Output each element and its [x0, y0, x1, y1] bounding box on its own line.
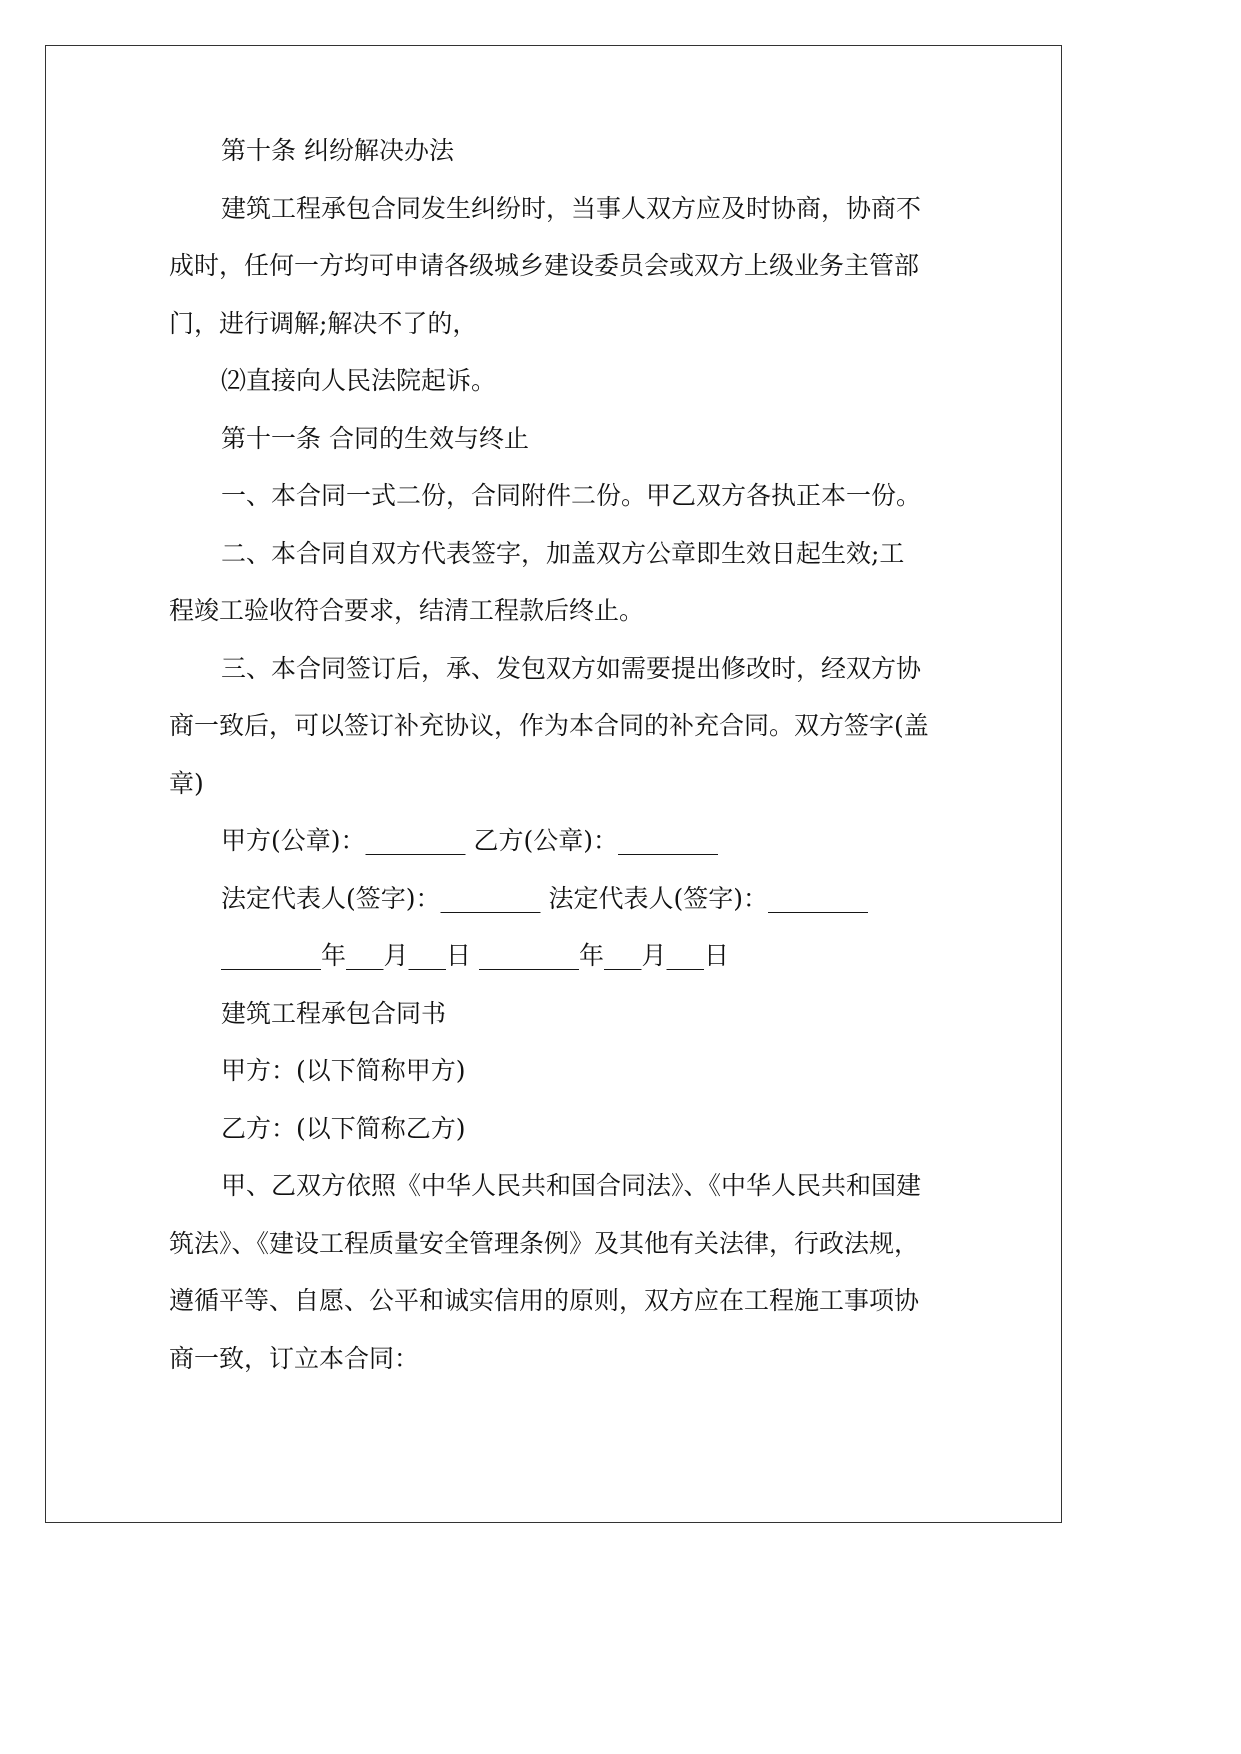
- paragraph-line: 遵循平等、自愿、公平和诚实信用的原则，双方应在工程施工事项协: [169, 1286, 920, 1315]
- paragraph-line: 甲、乙双方依照《中华人民共和国合同法》、《中华人民共和国建: [221, 1171, 922, 1200]
- clause-11-heading: 第十一条 合同的生效与终止: [221, 423, 529, 453]
- clause-10-heading: 第十条 纠纷解决办法: [221, 136, 454, 165]
- paragraph-line: 一、本合同一式二份，合同附件二份。甲乙双方各执正本一份。: [221, 481, 922, 510]
- date-line: ________年___月___日 ________年___月___日: [221, 941, 729, 970]
- paragraph-line: 二、本合同自双方代表签字，加盖双方公章即生效日起生效;工: [221, 538, 905, 568]
- party-a-line: 甲方：(以下简称甲方): [221, 1056, 466, 1085]
- paragraph-line: 商一致，订立本合同：: [169, 1343, 420, 1373]
- paragraph-line: 门，进行调解;解决不了的，: [169, 308, 478, 338]
- party-seal-line: 甲方(公章)：________ 乙方(公章)：________: [221, 826, 718, 855]
- document-body: [169, 136, 959, 1401]
- paragraph-line: 程竣工验收符合要求，结清工程款后终止。: [169, 596, 645, 625]
- paragraph-line: 建筑工程承包合同发生纠纷时，当事人双方应及时协商，协商不: [221, 193, 922, 223]
- paragraph-line: 筑法》、《建设工程质量安全管理条例》及其他有关法律，行政法规，: [169, 1228, 920, 1258]
- paragraph-line: ⑵直接向人民法院起诉。: [221, 366, 497, 395]
- paragraph-line: 三、本合同签订后，承、发包双方如需要提出修改时，经双方协: [221, 653, 922, 683]
- paragraph-line: 成时，任何一方均可申请各级城乡建设委员会或双方上级业务主管部: [169, 251, 920, 280]
- paragraph-line: 商一致后，可以签订补充协议，作为本合同的补充合同。双方签字(盖: [169, 711, 929, 740]
- contract-title: 建筑工程承包合同书: [221, 998, 447, 1028]
- party-b-line: 乙方：(以下简称乙方): [221, 1113, 466, 1143]
- paragraph-line: 章): [169, 768, 204, 798]
- legal-rep-signature-line: 法定代表人(签字)：________ 法定代表人(签字)：________: [221, 883, 868, 913]
